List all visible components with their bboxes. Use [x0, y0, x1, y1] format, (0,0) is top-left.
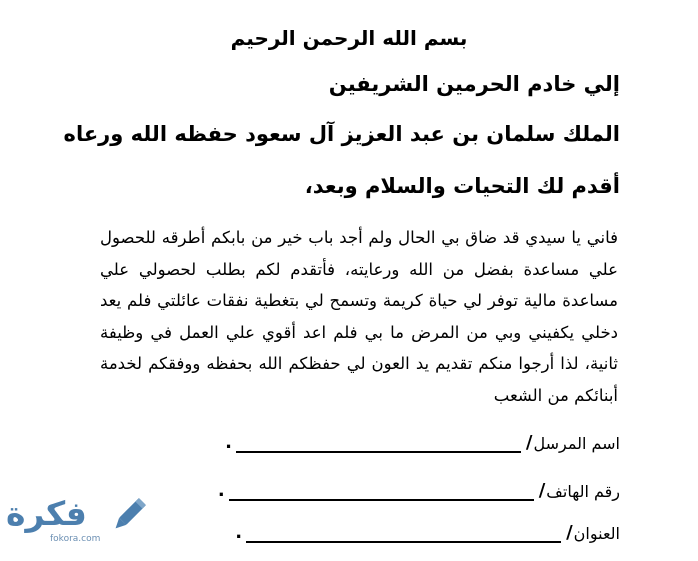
phone-blank[interactable] — [229, 485, 534, 501]
basmala: بسم الله الرحمن الرحيم — [230, 26, 468, 50]
sender-name-blank[interactable] — [236, 437, 521, 453]
sender-name-field — [225, 432, 620, 453]
watermark-logo — [6, 494, 151, 550]
phone-label: رقم الهاتف — [546, 482, 620, 501]
watermark-domain: fokora.com — [50, 534, 101, 544]
watermark-brand: فكرة — [6, 494, 87, 533]
address-blank[interactable] — [246, 527, 561, 543]
greeting: أقدم لك التحيات والسلام وبعد، — [304, 174, 620, 198]
pencil-icon — [108, 494, 150, 536]
field-slash: / — [525, 432, 533, 453]
recipient-title: إلي خادم الحرمين الشريفين — [328, 72, 620, 96]
phone-field — [218, 480, 620, 501]
field-end-dot: . — [225, 432, 232, 453]
field-slash: / — [538, 480, 546, 501]
field-end-dot: . — [217, 480, 225, 501]
recipient-name: الملك سلمان بن عبد العزيز آل سعود حفظه الله ورعاه — [63, 122, 620, 146]
address-label: العنوان — [573, 524, 620, 543]
letter-body: فاني يا سيدي قد ضاق بي الحال ولم أجد باب خير من بابكم أطرقه للحصول علي مساعدة بفضل من الله ورعايته، فأتقدم لكم بطلب لحصولي علي مساعدة مالية توفر لي حياة كريمة وتسمح لي بتغطية نفقات عائلتي فلم يعد دخلي يكفيني وبي من المرض ما بي فلم اعد أقوي علي العمل في وظيفة ثانية، لذا أرجوا منكم تقديم يد العون لي حفظكم الله بحفظه ووفقكم لخدمة أبنائكم من الشعب — [100, 228, 618, 405]
field-slash: / — [566, 522, 573, 543]
address-field — [235, 522, 620, 543]
field-end-dot: . — [235, 522, 243, 543]
sender-name-label: اسم المرسل — [533, 434, 620, 453]
